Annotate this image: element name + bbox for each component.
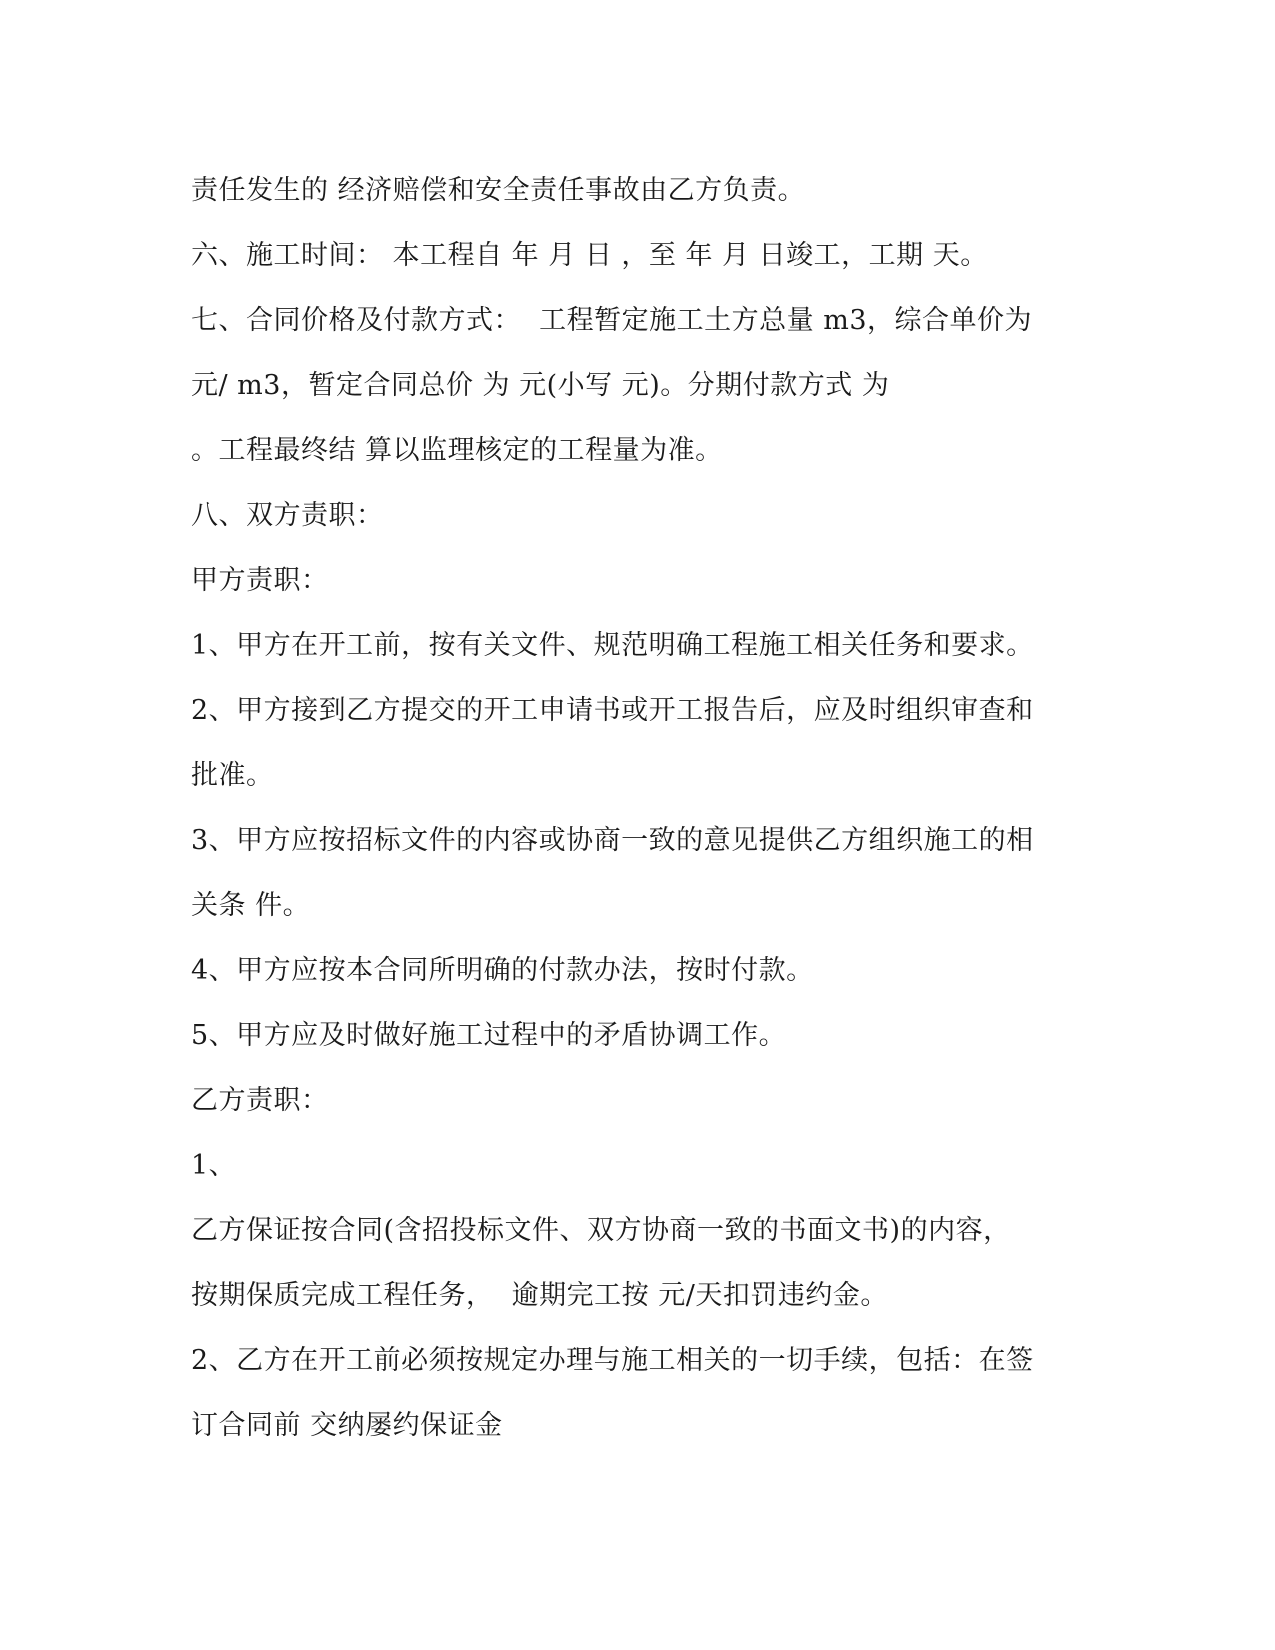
- text-line: 订合同前 交纳屡约保证金: [191, 1410, 503, 1441]
- text-line: 1、: [191, 1150, 237, 1181]
- text-line: 2、乙方在开工前必须按规定办理与施工相关的一切手续，包括：在签: [191, 1345, 1034, 1376]
- text-line: 按期保质完成工程任务， 逾期完工按 元/天扣罚违约金。: [191, 1280, 888, 1311]
- text-line: 七、合同价格及付款方式： 工程暂定施工土方总量 m3，综合单价为: [191, 305, 1033, 336]
- text-line: 1、甲方在开工前，按有关文件、规范明确工程施工相关任务和要求。: [191, 630, 1034, 661]
- text-line: 六、施工时间： 本工程自 年 月 日 ，至 年 月 日竣工，工期 天。: [191, 240, 988, 271]
- text-line: 4、甲方应按本合同所明确的付款办法，按时付款。: [191, 955, 814, 986]
- text-line: 3、甲方应按招标文件的内容或协商一致的意见提供乙方组织施工的相: [191, 825, 1034, 856]
- text-line: 。工程最终结 算以监理核定的工程量为准。: [191, 435, 723, 466]
- section-heading: 八、双方责职：: [191, 500, 384, 531]
- subsection-heading: 乙方责职：: [191, 1085, 329, 1116]
- text-line: 批准。: [191, 760, 274, 791]
- text-line: 关条 件。: [191, 890, 311, 921]
- subsection-heading: 甲方责职：: [191, 565, 329, 596]
- text-line: 2、甲方接到乙方提交的开工申请书或开工报告后，应及时组织审查和: [191, 695, 1034, 726]
- text-line: 乙方保证按合同(含招投标文件、双方协商一致的书面文书)的内容，: [191, 1215, 1011, 1246]
- text-line: 责任发生的 经济赔偿和安全责任事故由乙方负责。: [191, 175, 806, 206]
- document-body: [191, 158, 1091, 1458]
- text-line: 5、甲方应及时做好施工过程中的矛盾协调工作。: [191, 1020, 787, 1051]
- text-line: 元/ m3，暂定合同总价 为 元(小写 元)。分期付款方式 为: [191, 370, 890, 401]
